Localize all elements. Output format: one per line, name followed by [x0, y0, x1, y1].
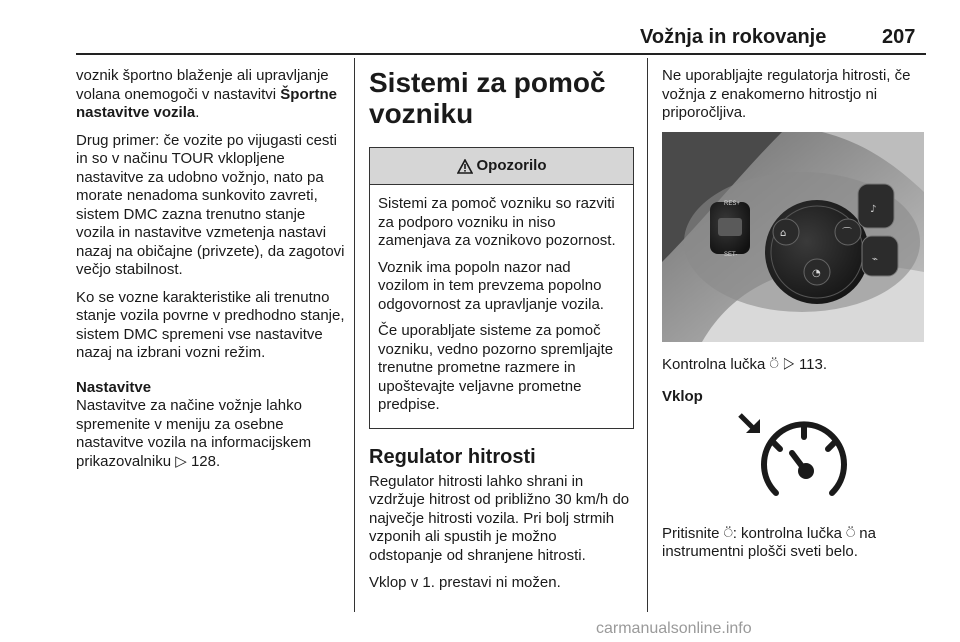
page-reference: 113 — [798, 355, 823, 373]
header-divider — [76, 53, 926, 55]
section-title: Sistemi za pomoč vozniku — [369, 67, 606, 129]
watermark: carmanualsonline.info — [596, 620, 752, 637]
paragraph: Drug primer: če vozite po vijugasti cesti in so v načinu TOUR vklopljene nastavitve za udobno vožnjo, nato pa morate nenadoma sunkovito zavreti, sistem DMC zazna trenutno stanje vozila in nastavitve vzmetenja nastavi nazaj na običajne (privzete), da zagotovi večjo stabilnost. — [76, 131, 345, 278]
res-label: RES+ — [724, 200, 740, 207]
cruise-control-icon: ⍥ — [769, 355, 779, 373]
page-reference: 128 — [190, 452, 216, 470]
paragraph: Regulator hitrosti lahko shrani in vzdržuje hitrost od približno 30 km/h do največje hitrosti vozila. Pri bolj strmih vzponih ali spustih je možno odstopanje od shranjene hitrosti. — [369, 472, 630, 564]
warning-body — [370, 185, 633, 428]
column-divider-2 — [647, 58, 648, 612]
paragraph: Nastavitve za načine vožnje lahko spremenite v meniju za osebne nastavitve vozila na informacijskem prikazovalniku ▷ 128. — [76, 397, 312, 470]
paragraph: Pritisnite ⍥: kontrolna lučka ⍥ na instrumentni plošči sveti belo. — [662, 524, 876, 560]
warning-box — [369, 147, 634, 429]
set-label: SET- — [724, 251, 738, 258]
column-2 — [369, 67, 634, 602]
cruise-control-icon: ⍥ — [846, 524, 856, 542]
cruise-control-symbol — [732, 411, 870, 511]
column-1 — [76, 67, 346, 480]
warning-header — [370, 148, 633, 185]
section-heading: Vklop — [662, 388, 703, 405]
svg-text:♪: ♪ — [870, 203, 877, 215]
subsection-title: Regulator hitrosti — [369, 445, 536, 468]
paragraph: Voznik ima popoln nazor nad vozilom in tem prevzema popolno odgovornost za upravljanje vozila. — [378, 258, 604, 313]
column-divider-1 — [354, 58, 355, 612]
paragraph: Ko se vozne karakteristike ali trenutno stanje vozila povrne v predhodno stanje, sistem DMC spremeni vse nastavitve nazaj na izbrani vozni režim. — [76, 288, 345, 361]
warning-triangle-icon — [457, 159, 473, 174]
svg-text:◔: ◔ — [812, 267, 821, 279]
column-3 — [662, 67, 927, 571]
setting-name: Športne nastavitve vozila — [76, 85, 337, 121]
svg-text:⌁: ⌁ — [872, 253, 879, 265]
paragraph: Ne uporabljajte regulatorja hitrosti, če vožnja z enakomerno hitrostjo ni priporočljiva. — [662, 67, 911, 121]
paragraph: Vklop v 1. prestavi ni možen. — [369, 574, 561, 591]
cruise-control-icon: ⍥ — [723, 524, 733, 542]
page-reference-arrow-icon: ▷ — [782, 355, 795, 373]
page-reference-arrow-icon: ▷ — [175, 452, 187, 470]
paragraph: voznik športno blaženje ali upravljanje volana onemogoči v nastavitvi Športne nastavitve vozila. — [76, 67, 337, 121]
header-title: Vožnja in rokovanje — [640, 26, 827, 48]
paragraph: Če uporabljate sisteme za pomoč vozniku, vedno pozorno spremljajte trenutne prometne razmere in upoštevajte veljavne prometne predpise. — [378, 322, 614, 413]
paragraph: Sistemi za pomoč vozniku so razviti za podporo vozniku in niso zamenjava za voznikovo pozornost. — [378, 195, 616, 249]
svg-text:⌒: ⌒ — [842, 227, 852, 239]
paragraph: Kontrolna lučka ⍥ ▷ 113. — [662, 355, 828, 373]
warning-label: Opozorilo — [476, 156, 547, 174]
page-number: 207 — [882, 26, 916, 48]
svg-text:⌂: ⌂ — [780, 227, 787, 239]
section-heading: Nastavitve — [76, 378, 152, 396]
steering-wheel-controls-photo — [662, 132, 924, 342]
